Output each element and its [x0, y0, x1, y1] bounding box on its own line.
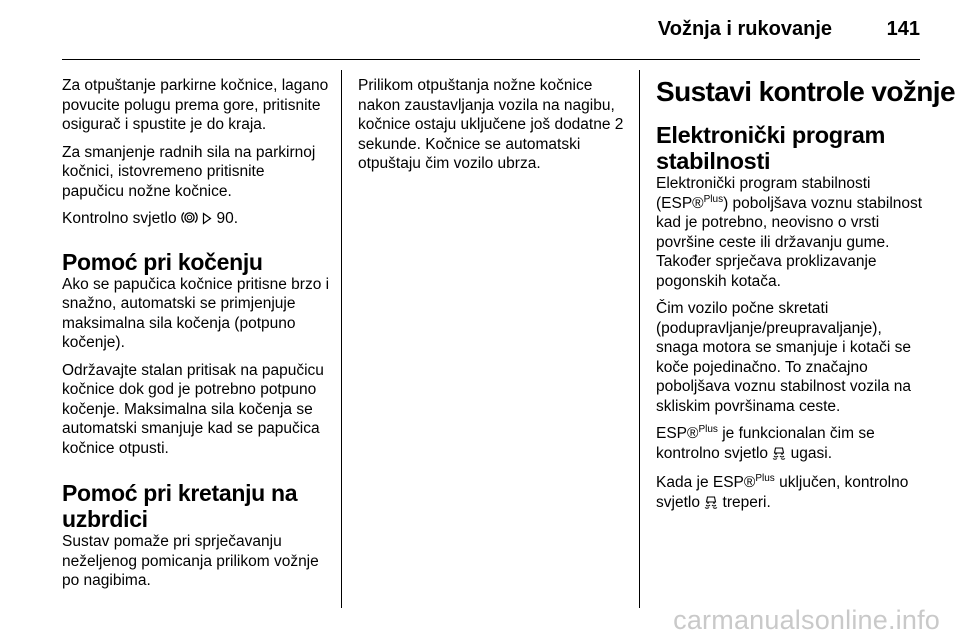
esp-plus-superscript: Plus — [698, 423, 718, 435]
header-rule — [62, 59, 920, 60]
esp-skid-icon — [772, 446, 786, 466]
reference-arrow-icon — [202, 211, 212, 231]
column-divider-2 — [639, 70, 640, 608]
page-reference: 90. — [216, 210, 239, 227]
paragraph-brake-assist-1: Ako se papučica kočnice pritisne brzo i snažno, automatski se primjenjuje maksimalna sila kočenja (potpuno kočenje). — [62, 275, 330, 351]
esp-plus-superscript: Plus — [703, 193, 724, 205]
paragraph-esp-intro: Elektronički program stabilnosti (ESP®$^{Plus}$) poboljšava voznu stabilnost kad je potrebno, neovisno o vrsti površine ceste ili državanju gume. Također sprječava proklizavanje pogonskih kotača. — [656, 175, 923, 290]
paragraph-esp-active: Kada je ESP®$^{Plus}$ uključen, kontrolno svjetlo treperi. — [656, 473, 926, 514]
column-1 — [62, 76, 330, 599]
paragraph-hill-start-release: Prilikom otpuštanja nožne kočnice nakon zaustavljanja vozila na nagibu, kočnice ostaju uključene još dodatne 2 sekunde. Kočnice se automatski otpuštaju čim vozilo ubrza. — [358, 77, 624, 172]
paragraph-parking-brake-release: Za otpuštanje parkirne kočnice, lagano povucite polugu prema gore, pritisnite osigurač i spustite je do kraja. — [62, 77, 329, 133]
column-2 — [358, 76, 628, 182]
esp-skid-icon — [704, 495, 718, 515]
heading-esp: Elektronički program stabilnosti — [656, 122, 886, 174]
page-header — [0, 0, 960, 60]
paragraph-esp-skidding: Čim vozilo počne skretati (podupravljanje/preupravaljanje), snaga motora se smanjuje i kotači se koče pojedinačno. To značajno poboljšava voznu stabilnost vozila na skliskim površinama ceste. — [656, 300, 912, 415]
esp-plus-superscript: Plus — [755, 472, 775, 484]
heading-hill-start-assist: Pomoć pri kretanju na uzbrdici — [62, 480, 298, 532]
brake-warning-icon — [181, 210, 198, 231]
paragraph-hill-start-assist: Sustav pomaže pri sprječavanju neželjenog pomicanja prilikom vožnje po nagibima. — [62, 533, 319, 589]
paragraph-esp-functional: ESP®$^{Plus}$ je funkcionalan čim se kontrolno svjetlo ugasi. — [656, 424, 926, 465]
column-3 — [656, 76, 955, 522]
watermark: carmanualsonline.info — [673, 605, 940, 635]
section-title: Vožnja i rukovanje — [657, 18, 832, 40]
paragraph-brake-assist-2: Održavajte stalan pritisak na papučicu kočnice dok god je potrebno potpuno kočenje. Maksimalna sila kočenja se automatski smanjuje kad se papučica kočnice otpusti. — [62, 361, 324, 457]
paragraph-control-light — [62, 209, 330, 231]
page-number: 141 — [886, 18, 920, 40]
control-light-label: Kontrolno svjetlo — [62, 210, 177, 227]
heading-driving-control-systems: Sustavi kontrole vožnje — [656, 76, 955, 107]
paragraph-parking-brake-force: Za smanjenje radnih sila na parkirnoj kočnici, istovremeno pritisnite papučicu nožne kočnice. — [62, 143, 316, 200]
heading-brake-assist: Pomoć pri kočenju — [62, 248, 263, 275]
column-divider-1 — [341, 70, 342, 608]
